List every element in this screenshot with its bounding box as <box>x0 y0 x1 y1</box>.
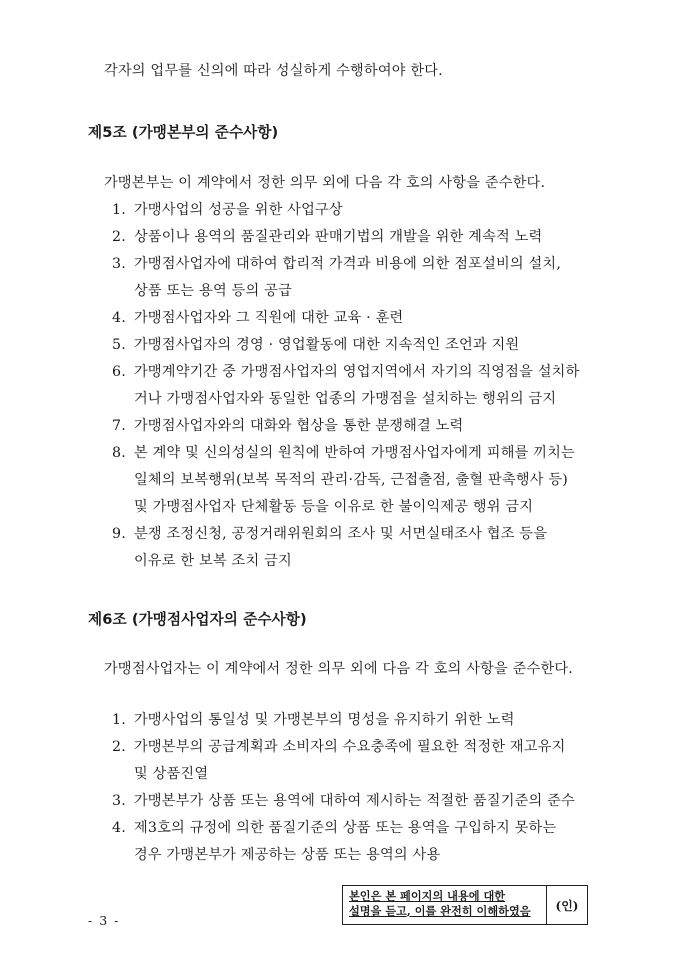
a5-item-5: 5. 가맹점사업자의 경영 · 영업활동에 대한 지속적인 조언과 지원 <box>112 337 520 353</box>
page-number: - 3 - <box>88 913 120 928</box>
a5-item-9: 9. 분쟁 조정신청, 공정거래위원회의 조사 및 서면실태조사 협조 등을 <box>112 526 548 542</box>
a5-item-8-cont1: 일체의 보복행위(보복 목적의 관리·감독, 근접출점, 출혈 판촉행사 등) <box>134 472 569 488</box>
a5-item-2: 2. 상품이나 용역의 품질관리와 판매기법의 개발을 위한 계속적 노력 <box>112 229 543 245</box>
a5-item-8-cont2: 및 가맹점사업자 단체활동 등을 이유로 한 불이익제공 행위 금지 <box>134 499 534 515</box>
a6-item-2: 2. 가맹본부의 공급계획과 소비자의 수요충족에 필요한 적정한 재고유지 <box>112 739 566 755</box>
intro-line: 각자의 업무를 신의에 따라 성실하게 수행하여야 한다. <box>104 63 443 79</box>
article6-lead: 가맹점사업자는 이 계약에서 정한 의무 외에 다음 각 호의 사항을 준수한다. <box>104 661 573 677</box>
article6-title: 제6조 (가맹점사업자의 준수사항) <box>88 611 307 628</box>
seal-field[interactable]: (인) <box>555 898 579 913</box>
a5-item-6-cont: 거나 가맹점사업자와 동일한 업종의 가맹점을 설치하는 행위의 금지 <box>134 391 557 407</box>
confirmation-text <box>343 886 547 924</box>
a6-item-4-cont: 경우 가맹본부가 제공하는 상품 또는 용역의 사용 <box>134 847 441 863</box>
article5-title: 제5조 (가맹본부의 준수사항) <box>88 124 279 141</box>
a5-item-7: 7. 가맹점사업자와의 대화와 협상을 통한 분쟁해결 노력 <box>112 418 464 434</box>
a5-item-8: 8. 본 계약 및 신의성실의 원칙에 반하여 가맹점사업자에게 피해를 끼치는 <box>112 445 575 461</box>
a5-item-1: 1. 가맹사업의 성공을 위한 사업구상 <box>112 202 343 218</box>
a5-item-4: 4. 가맹점사업자와 그 직원에 대한 교육 · 훈련 <box>112 310 404 326</box>
confirmation-line-2: 설명을 듣고, 이를 완전히 이해하였음 <box>349 904 531 918</box>
a6-item-4: 4. 제3호의 규정에 의한 품질기준의 상품 또는 용역을 구입하지 못하는 <box>112 820 557 836</box>
article5-lead: 가맹본부는 이 계약에서 정한 의무 외에 다음 각 호의 사항을 준수한다. <box>104 175 546 191</box>
confirmation-line-1: 본인은 본 페이지의 내용에 대한 <box>349 889 506 903</box>
a5-item-3: 3. 가맹점사업자에 대하여 합리적 가격과 비용에 의한 점포설비의 설치, <box>112 256 562 272</box>
a5-item-9-cont: 이유로 한 보복 조치 금지 <box>134 553 292 569</box>
a6-item-3: 3. 가맹본부가 상품 또는 용역에 대하여 제시하는 적절한 품질기준의 준수 <box>112 793 575 809</box>
a6-item-2-cont: 및 상품진열 <box>134 766 209 782</box>
confirmation-box <box>342 885 588 925</box>
a5-item-3-cont: 상품 또는 용역 등의 공급 <box>134 283 292 299</box>
a6-item-1: 1. 가맹사업의 통일성 및 가맹본부의 명성을 유지하기 위한 노력 <box>112 712 515 728</box>
a5-item-6: 6. 가맹계약기간 중 가맹점사업자의 영업지역에서 자기의 직영점을 설치하 <box>112 364 580 380</box>
